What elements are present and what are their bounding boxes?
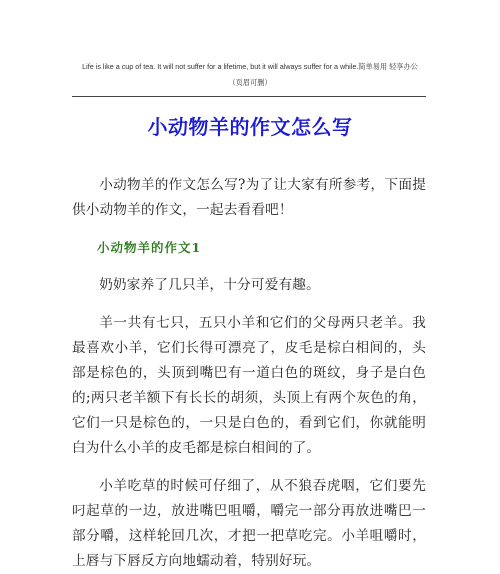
header-divider <box>72 96 426 97</box>
body-paragraph: 小羊吃草的时候可仔细了，从不狼吞虎咽，它们要先叼起草的一边，放进嘴巴咀嚼，嚼完一部分再放进嘴巴一部分嚼，这样轮回几次，才把一把草吃完。小羊咀嚼时，上唇与下唇反方向地蠕动着，特别好玩。 <box>72 478 426 569</box>
header-note: （页眉可删） <box>228 78 272 87</box>
body-paragraph: 奶奶家养了几只羊，十分可爱有趣。 <box>99 277 320 293</box>
header-tagline: Life is like a cup of tea. It will not suffer for a lifetime, but it will always suffer for a while.简单易用 轻享办公 <box>82 62 418 71</box>
section-title: 小动物羊的作文1 <box>97 240 202 255</box>
intro-paragraph: 小动物羊的作文怎么写?为了让大家有所参考，下面提供小动物羊的作文，一起去看看吧！ <box>72 177 426 218</box>
document-body <box>72 173 426 574</box>
page-header <box>0 62 500 88</box>
document-title: 小动物羊的作文怎么写 <box>147 115 353 139</box>
body-paragraph: 羊一共有七只，五只小羊和它们的父母两只老羊。我最喜欢小羊，它们长得可漂亮了，皮毛是棕白相间的，头部是棕色的，头顶到嘴巴有一道白色的斑纹，身子是白色的;两只老羊额下有长长的胡须，头顶上有两个灰色的角，它们一只是棕色的，一只是白色的，看到它们，你就能明白为什么小羊的皮毛都是棕白相间的了。 <box>72 315 426 456</box>
